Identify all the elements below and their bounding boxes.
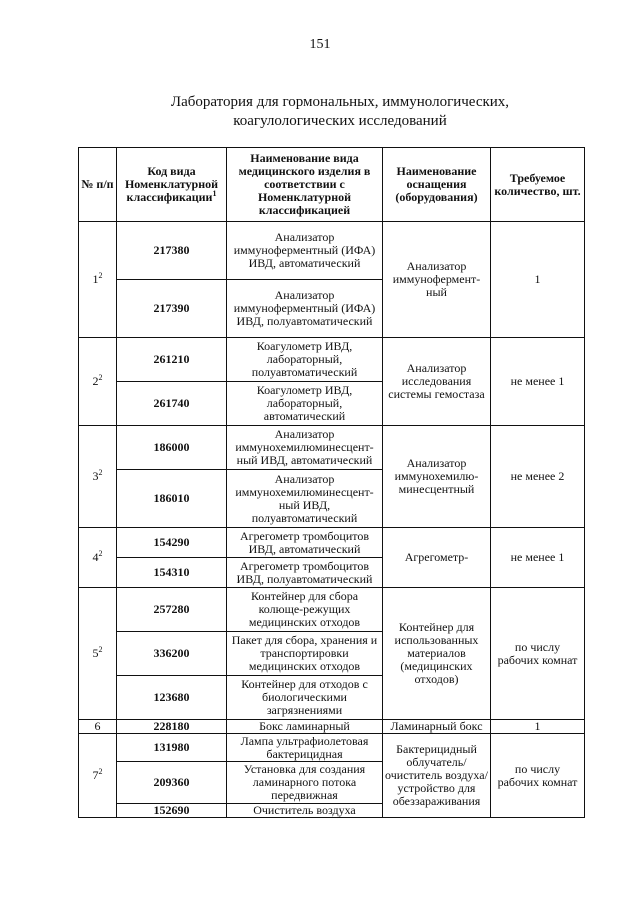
nomenclature-code: 209360 [117,762,227,804]
header-code [117,148,227,222]
nomenclature-code: 217380 [117,222,227,280]
row-number [79,338,117,426]
equipment-name: Анализатор иммунохемилю- минесцентный [383,426,491,528]
equipment-name: Анализатор исследования системы гемостаза [383,338,491,426]
device-name: Анализатор иммуноферментный (ИФА) ИВД, полуавтоматический [227,280,383,338]
table-row [79,426,585,470]
row-number [79,426,117,528]
row-number [79,222,117,338]
row-number-footnote: 2 [98,767,103,776]
row-number-value: 3 [92,469,99,483]
required-quantity: 1 [491,222,585,338]
row-number [79,734,117,818]
required-quantity: не менее 1 [491,338,585,426]
device-name: Агрегометр тромбоцитов ИВД, автоматический [227,528,383,558]
nomenclature-code: 123680 [117,676,227,720]
nomenclature-code: 336200 [117,632,227,676]
table-row [79,338,585,382]
header-code-label: Код вида Номенклатурной классификации [124,164,219,204]
nomenclature-code: 217390 [117,280,227,338]
row-number-footnote: 2 [98,645,103,654]
device-name: Бокс ламинарный [227,720,383,734]
required-quantity: не менее 2 [491,426,585,528]
device-name: Установка для создания ламинарного потока передвижная [227,762,383,804]
device-name: Агрегометр тромбоцитов ИВД, полуавтоматический [227,558,383,588]
nomenclature-code: 154310 [117,558,227,588]
table-header-row [79,148,585,222]
required-quantity: по числу рабочих комнат [491,734,585,818]
page-number: 151 [309,37,331,52]
document-title [110,93,570,131]
device-name: Лампа ультрафиолетовая бактерицидная [227,734,383,762]
title-line-1: Лаборатория для гормональных, иммунологических, [170,94,510,110]
equipment-name: Анализатор иммунофермент- ный [383,222,491,338]
device-name: Анализатор иммуноферментный (ИФА) ИВД, автоматический [227,222,383,280]
nomenclature-code: 261740 [117,382,227,426]
table-row [79,720,585,734]
row-number-footnote: 2 [98,549,103,558]
header-num: № п/п [79,148,117,222]
device-name: Очиститель воздуха [227,804,383,818]
table-row [79,222,585,280]
equipment-name: Агрегометр- [383,528,491,588]
device-name: Контейнер для сбора колюще-режущих медицинских отходов [227,588,383,632]
row-number [79,528,117,588]
nomenclature-code: 228180 [117,720,227,734]
row-number-value: 2 [92,374,99,388]
row-number-value: 5 [92,646,99,660]
row-number [79,588,117,720]
row-number-value: 1 [92,272,99,286]
row-number-footnote: 2 [98,271,103,280]
equipment-name: Ламинарный бокс [383,720,491,734]
header-equipment: Наименование оснащения (оборудования) [383,148,491,222]
device-name: Анализатор иммунохемилюминесцент- ный ИВД, автоматический [227,426,383,470]
row-number [79,720,117,734]
device-name: Пакет для сбора, хранения и транспортировки медицинских отходов [227,632,383,676]
equipment-name: Бактерицидный облучатель/ очиститель воздуха/ устройство для обеззараживания [383,734,491,818]
required-quantity: по числу рабочих комнат [491,588,585,720]
nomenclature-code: 261210 [117,338,227,382]
nomenclature-code: 154290 [117,528,227,558]
table-row [79,528,585,558]
required-quantity: 1 [491,720,585,734]
header-code-footnote: 1 [212,189,217,198]
required-quantity: не менее 1 [491,528,585,588]
table-row [79,734,585,762]
row-number-value: 4 [92,550,99,564]
row-number-value: 7 [92,768,99,782]
equipment-name: Контейнер для использованных материалов (медицинских отходов) [383,588,491,720]
device-name: Контейнер для отходов с биологическими загрязнениями [227,676,383,720]
table-body [79,222,585,818]
title-line-2: коагулологических исследований [233,113,447,129]
header-quantity: Требуемое количество, шт. [491,148,585,222]
device-name: Коагулометр ИВД, лабораторный, полуавтоматический [227,338,383,382]
nomenclature-code: 186000 [117,426,227,470]
nomenclature-code: 152690 [117,804,227,818]
nomenclature-code: 186010 [117,470,227,528]
equipment-table [78,147,585,818]
table-row [79,588,585,632]
row-number-value: 6 [94,719,101,733]
header-name: Наименование вида медицинского изделия в соответствии с Номенклатурной классификацией [227,148,383,222]
device-name: Анализатор иммунохемилюминесцент- ный ИВД, полуавтоматический [227,470,383,528]
row-number-footnote: 2 [98,468,103,477]
nomenclature-code: 131980 [117,734,227,762]
row-number-footnote: 2 [98,373,103,382]
device-name: Коагулометр ИВД, лабораторный, автоматический [227,382,383,426]
nomenclature-code: 257280 [117,588,227,632]
